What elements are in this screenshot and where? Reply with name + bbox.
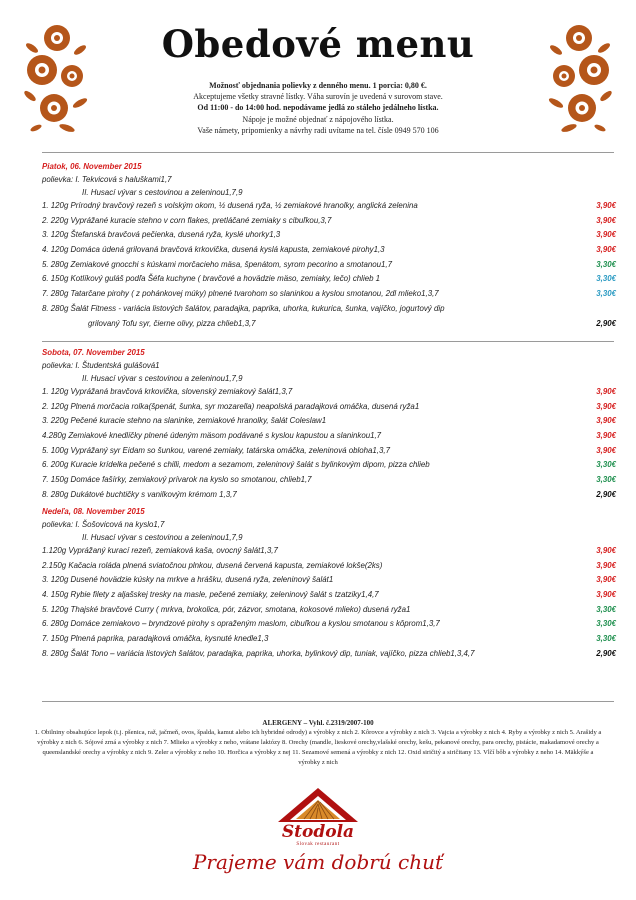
menu-item-text: 8. 280g Šalát Tono – variácia listových šalátov, paradajka, paprika, uhorka, bylinkový dip, tuniak, vajíčko, pizza chlieb1,3,4,7 (42, 648, 475, 658)
soup-line: polievka: I. Šošovicová na kyslo1,7 (42, 520, 165, 529)
menu-item-price: 3,90€ (596, 230, 616, 240)
menu-item-text: 3. 120g Štefanská bravčová pečienka, dusená ryža, kyslé uhorky1,3 (42, 230, 281, 240)
menu-item-price: 2,90€ (596, 318, 616, 328)
menu-item-price: 3,90€ (596, 201, 616, 210)
menu-item-text: 2.150g Kačacia roláda plnená sviatočnou plnkou, dusená červená kapusta, zemiakové lokše(2ks) (42, 560, 383, 570)
menu-item-text: 3. 120g Dusené hovädzie kúsky na mrkve a hrášku, dusená ryža, zeleninový šalát1 (42, 575, 334, 585)
day-heading: Piatok, 06. November 2015 (42, 162, 142, 171)
menu-item-text: 3. 220g Pečené kuracie stehno na slaninke, zemiakové hranolky, šalát Coleslaw1 (42, 416, 327, 426)
menu-item (42, 559, 616, 574)
menu-item (42, 400, 616, 415)
menu-item-text: 4. 150g Rybie filety z aljašskej tresky na masle, pečené zemiaky, zeleninový šalát s tzatziky1,4,7 (42, 590, 379, 600)
menu-item-text: 8. 280g Dukátové buchtičky s vanilkovým krémom 1,3,7 (42, 489, 237, 499)
allergens-heading: ALERGENY – Vyhl. č.2319/2007-100 (262, 719, 374, 727)
day-section-sunday (42, 505, 616, 662)
menu-item (42, 317, 616, 332)
menu-item-price: 3,90€ (596, 546, 616, 555)
menu-item-text: 7. 150g Domáce fašírky, zemiakový prívarok na kyslo so smotanou, chlieb1,7 (42, 475, 312, 485)
menu-item-text: 5. 100g Vyprážaný syr Eidam so šunkou, varené zemiaky, tatárska omáčka, zeleninová obloha1,3,7 (42, 445, 390, 455)
logo-name: Stodola (281, 822, 355, 842)
menu-item-text: 5. 280g Zemiakové gnocchi s kúskami morčacieho mäsa, špenátom, syrom pecorino a smotanou1,7 (42, 259, 392, 269)
soup-line: polievka: I. Študentská gulášová1 (42, 361, 160, 370)
menu-item (42, 258, 616, 273)
menu-item-price: 3,90€ (596, 431, 616, 441)
menu-item-price: 3,90€ (596, 401, 616, 411)
menu-item-price: 3,90€ (596, 387, 616, 396)
menu-items (42, 385, 616, 503)
menu-item-price: 3,90€ (596, 245, 616, 255)
menu-item (42, 573, 616, 588)
menu-item-price: 3,30€ (596, 634, 616, 644)
divider (42, 152, 614, 153)
soup-line: II. Husací vývar s cestovinou a zeleninou1,7,9 (82, 188, 243, 197)
menu-item-price: 3,30€ (596, 619, 616, 629)
divider (42, 341, 614, 342)
menu-item (42, 199, 616, 214)
menu-item (42, 632, 616, 647)
intro-drinks-note: Nápoje je možné objednať z nápojového lístka. (242, 114, 394, 124)
day-section-friday (42, 160, 616, 331)
menu-item (42, 488, 616, 503)
intro-contact-note: Vaše námety, pripomienky a návrhy radi uvítame na tel. čísle 0949 570 106 (197, 125, 439, 135)
menu-item-text: 4. 120g Domáca údená grilovaná bravčová krkovička, dusená kyslá kapusta, zemiakové pirohy1,3 (42, 245, 385, 255)
allergens-section (34, 718, 602, 768)
menu-item-text: 1.120g Vyprážaný kurací rezeň, zemiaková kaša, ovocný šalát1,3,7 (42, 546, 278, 555)
menu-item-price: 3,90€ (596, 590, 616, 600)
menu-item-text: 6. 280g Domáce zemiakovo – bryndzové pirohy s opraženým maslom, cibuľkou a kyslou smotanou s kôprom1,3,7 (42, 619, 440, 629)
menu-item-price: 3,30€ (596, 259, 616, 269)
menu-item (42, 385, 616, 400)
menu-item-text: 1. 120g Prírodný bravčový rezeň s volským okom, ½ dusená ryža, ½ zemiakové hranolky, anglická zelenina (42, 201, 418, 210)
menu-item (42, 272, 616, 287)
menu-item-price: 3,90€ (596, 575, 616, 585)
menu-item (42, 287, 616, 302)
allergens-list: 1. Obilniny obsahujúce lepok (t.j. pšenica, raž, jačmeň, ovos, špalda, kamut alebo ich hybridné odrody) a výrobky z nich 2. Kôrovce a výrobky z nich 3. Vajcia a výrobky z nich 4. Ryby a výrobky z nich 5. Arašidy a výrobky z nich 6. Sójové zrná a výrobky z nich 7. Mlieko a výrobky z neho, vrátane laktózy 8. Orechy (mandle, lieskové orechy,vlašské orechy, kešu, pekanové orechy, para orechy, pistácie, makadamové orechy a queenslandské orechy a výrobky z nich 9. Zeler a výrobky z neho 10. Horčica a výrobky z nej 11. Sezamové semená a výrobky z nich 12. Oxid siričitý a siričitany 13. Vlčí bôb a výrobky z neho 14. Mäkkýše a výrobky z nich (34, 729, 602, 766)
menu-item-price: 3,30€ (596, 289, 616, 299)
menu-item-text: 7. 280g Tatarčane pirohy ( z pohánkovej múky) plnené tvarohom so slaninkou a kyslou smotanou, 2dl mlieko1,3,7 (42, 289, 439, 299)
menu-item (42, 243, 616, 258)
menu-item (42, 647, 616, 662)
menu-item (42, 588, 616, 603)
menu-item (42, 617, 616, 632)
soup-line: II. Husací vývar s cestovinou a zeleninou1,7,9 (82, 374, 243, 383)
menu-item-text: 4.280g Zemiakové knedlíčky plnené údeným mäsom podávané s kyslou kapustou a slaninkou1,7 (42, 431, 382, 441)
tagline: Prajeme vám dobrú chuť (192, 850, 444, 874)
menu-item-text: 1. 120g Vyprážaná bravčová krkovička, slovenský zemiakový šalát1,3,7 (42, 387, 293, 396)
menu-item (42, 473, 616, 488)
menu-item (42, 228, 616, 243)
divider (42, 701, 614, 702)
menu-item-price: 3,30€ (596, 604, 616, 614)
menu-item (42, 302, 616, 317)
menu-item-price: 3,90€ (596, 560, 616, 570)
menu-item-text: 6. 200g Kuracie krídelka pečené s chilli, medom a sezamom, zeleninový šalát s bylinkovým dipom, pizza chlieb (42, 460, 430, 470)
menu-item (42, 458, 616, 473)
menu-item (42, 444, 616, 459)
menu-item-price: 3,30€ (596, 475, 616, 485)
intro-soup-note: Možnosť objednania polievky z denného menu. 1 porcia: 0,80 €. (209, 81, 427, 90)
logo-subtitle: Slovak restaurant (296, 842, 340, 847)
intro-vouchers-note: Akceptujeme všetky stravné lístky. Váha surovín je uvedená v surovom stave. (193, 92, 443, 102)
menu-item-price: 3,90€ (596, 416, 616, 426)
page-title: Obedové menu (161, 22, 475, 66)
menu-item-text: 7. 150g Plnená paprika, paradajková omáčka, kysnuté knedle1,3 (42, 634, 269, 644)
soup-line: polievka: I. Tekvicová s haluškami1,7 (42, 175, 172, 184)
intro-hours-note: Od 11:00 - do 14:00 hod. nepodávame jedlá zo stáleho jedálneho lístka. (197, 103, 439, 113)
day-section-saturday (42, 346, 616, 503)
menu-item-price: 3,90€ (596, 215, 616, 225)
menu-items (42, 544, 616, 662)
menu-item-text: grilovaný Tofu syr, čierne olivy, pizza chlieb1,3,7 (88, 318, 256, 328)
menu-item-text: 5. 120g Thajské bravčové Curry ( mrkva, brokolica, pór, zázvor, smotana, kokosové mlieko) dusená ryža1 (42, 604, 411, 614)
menu-item-price: 3,30€ (596, 274, 616, 284)
menu-item (42, 603, 616, 618)
menu-item-text: 8. 280g Šalát Fitness - variácia listových šalátov, paradajka, paprika, uhorka, kukurica, šunka, vajíčko, jogurtový dip (42, 303, 445, 313)
menu-item-price: 2,90€ (596, 489, 616, 499)
menu-item (42, 414, 616, 429)
menu-item-text: 2. 220g Vyprážané kuracie stehno v corn flakes, pretláčané zemiaky s cibuľkou,3,7 (42, 215, 332, 225)
menu-item-text: 6. 150g Kotlíkový guláš podľa Šéfa kuchyne ( bravčové a hovädzie mäso, zemiaky, lečo) chlieb 1 (42, 274, 381, 284)
menu-item (42, 214, 616, 229)
menu-item (42, 544, 616, 559)
menu-item-price: 2,90€ (596, 648, 616, 658)
menu-item-price: 3,30€ (596, 460, 616, 470)
soup-line: II. Husací vývar s cestovinou a zeleninou1,7,9 (82, 533, 243, 542)
intro-notes (120, 80, 516, 136)
day-heading: Nedeľa, 08. November 2015 (42, 507, 145, 516)
menu-item-text: 2. 120g Plnená morčacia rolka(špenát, šunka, syr mozarella) neapolská paradajková omáčka, dusená ryža1 (42, 401, 420, 411)
menu-item (42, 429, 616, 444)
menu-item-price: 3,90€ (596, 445, 616, 455)
day-heading: Sobota, 07. November 2015 (42, 348, 145, 357)
menu-items (42, 199, 616, 331)
